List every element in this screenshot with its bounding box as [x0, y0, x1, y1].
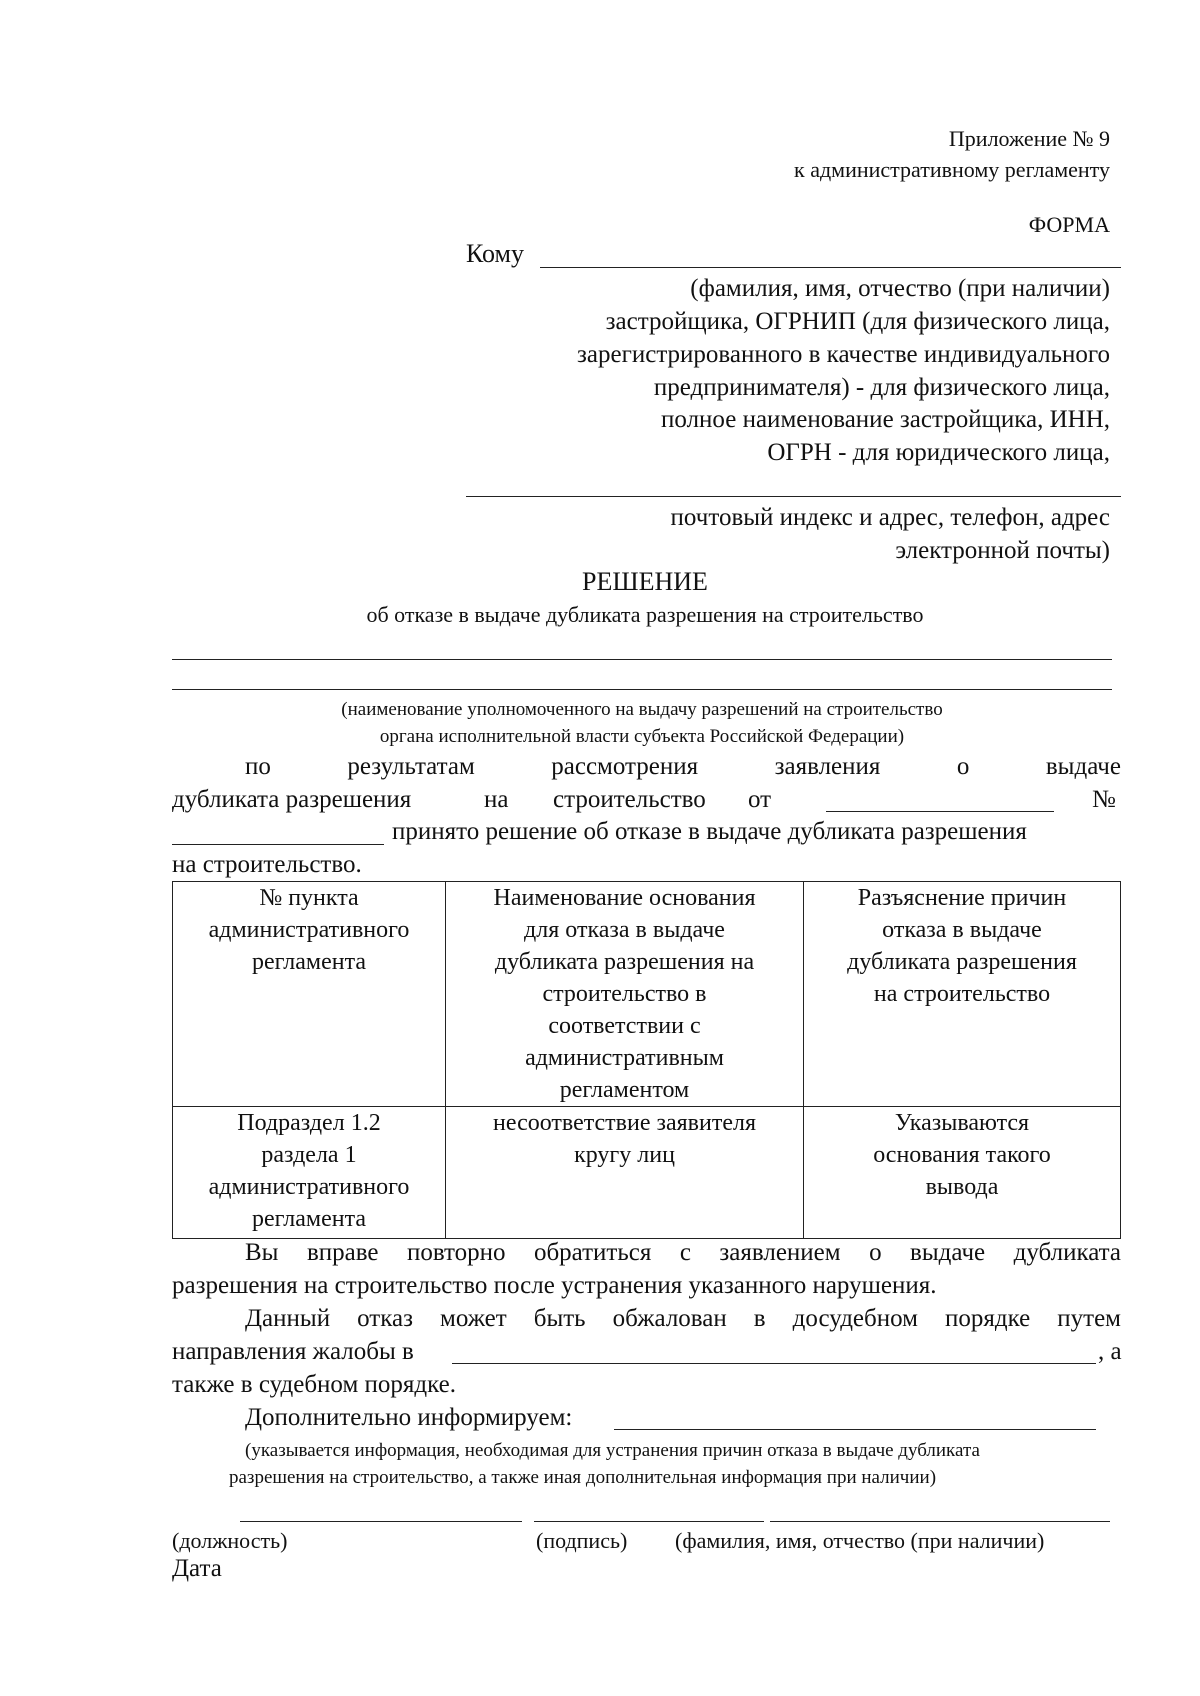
- authority-hint-line: (наименование уполномоченного на выдачу разрешений на строительство: [341, 699, 943, 720]
- recipient-hint-line: зарегистрированного в качестве индивидуального: [577, 341, 1110, 368]
- refusal-reasons-table: [172, 881, 1121, 1239]
- header-cell-item-number: [173, 882, 446, 1107]
- paragraph-1-line-2c: строительство: [553, 786, 706, 813]
- table-header-row: [173, 882, 1121, 1107]
- regulation-reference: к административному регламенту: [794, 157, 1110, 182]
- appendix-number: Приложение № 9: [948, 126, 1110, 151]
- paragraph-3-line-2-start: направления жалобы в: [172, 1338, 414, 1365]
- date-caption: Дата: [172, 1555, 222, 1582]
- full-name-field-line[interactable]: [770, 1521, 1110, 1522]
- header-cell-reason-name: [446, 882, 804, 1107]
- cell-item-number: [173, 1107, 446, 1239]
- cell-line: соответствии с: [548, 1013, 701, 1039]
- paragraph-3-line-3: также в судебном порядке.: [172, 1371, 456, 1398]
- cell-line: Наименование основания: [493, 885, 756, 911]
- cell-line: раздела 1: [261, 1142, 357, 1168]
- cell-line: строительство в: [542, 981, 707, 1007]
- cell-line: вывода: [925, 1174, 999, 1200]
- paragraph-2-line-1: Вы вправе повторно обратиться с заявлением о выдаче дубликата: [245, 1239, 1121, 1266]
- address-hint-line: электронной почты): [895, 537, 1110, 564]
- cell-line: регламентом: [559, 1077, 690, 1103]
- paragraph-1-line-1: [245, 753, 1121, 781]
- cell-line: отказа в выдаче: [882, 917, 1042, 943]
- cell-line: кругу лиц: [574, 1142, 675, 1168]
- paragraph-1-line-4: на строительство.: [172, 851, 362, 878]
- full-name-caption: (фамилия, имя, отчество (при наличии): [675, 1528, 1045, 1553]
- cell-line: на строительство: [873, 981, 1051, 1007]
- cell-line: регламента: [251, 949, 367, 975]
- position-field-line[interactable]: [240, 1521, 522, 1522]
- paragraph-3-line-2-end: , а: [1098, 1338, 1122, 1365]
- cell-line: несоответствие заявителя: [492, 1110, 756, 1136]
- cell-line: Подраздел 1.2: [237, 1110, 381, 1136]
- cell-line: административным: [525, 1045, 724, 1071]
- address-field-line[interactable]: [466, 496, 1121, 497]
- complaint-body-field-line[interactable]: [452, 1363, 1096, 1364]
- word: рассмотрения: [551, 753, 699, 780]
- word: результатам: [347, 753, 475, 780]
- recipient-hint-line: застройщика, ОГРНИП (для физического лица,: [605, 308, 1110, 335]
- word: по: [245, 753, 271, 780]
- additional-info-field-line[interactable]: [614, 1429, 1096, 1430]
- header-cell-explanation: [804, 882, 1121, 1107]
- cell-line: регламента: [251, 1206, 367, 1232]
- authority-field-line[interactable]: [172, 689, 1112, 690]
- address-hint-line: почтовый индекс и адрес, телефон, адрес: [670, 504, 1110, 531]
- cell-line: Указываются: [894, 1110, 1030, 1136]
- signature-caption: (подпись): [536, 1528, 628, 1553]
- paragraph-1-line-2d: от: [748, 786, 772, 813]
- document-subtitle: об отказе в выдаче дубликата разрешения на строительство: [366, 602, 924, 627]
- paragraph-2-line-2: разрешения на строительство после устранения указанного нарушения.: [172, 1272, 937, 1299]
- cell-line: № пункта: [259, 885, 359, 911]
- cell-line: административного: [208, 917, 410, 943]
- cell-line: дубликата разрешения на: [494, 949, 755, 975]
- recipient-hint-line: предпринимателя) - для физического лица,: [653, 374, 1110, 401]
- cell-line: для отказа в выдаче: [524, 917, 725, 943]
- form-label: ФОРМА: [1028, 212, 1110, 237]
- recipient-hint-line: полное наименование застройщика, ИНН,: [661, 406, 1110, 433]
- word: заявления: [774, 753, 881, 780]
- recipient-field-line[interactable]: [540, 267, 1121, 268]
- date-field-line[interactable]: [826, 811, 1054, 812]
- cell-line: основания такого: [873, 1142, 1051, 1168]
- cell-explanation: [804, 1107, 1121, 1239]
- authority-field-line[interactable]: [172, 659, 1112, 660]
- paragraph-3-line-1: Данный отказ может быть обжалован в досудебном порядке путем: [245, 1305, 1121, 1332]
- recipient-hint-line: ОГРН - для юридического лица,: [767, 439, 1110, 466]
- to-label: Кому: [466, 239, 525, 268]
- additional-info-hint-line: разрешения на строительство, а также иная дополнительная информация при наличии): [229, 1467, 937, 1488]
- document-title: РЕШЕНИЕ: [582, 567, 708, 596]
- number-field-line[interactable]: [172, 844, 384, 845]
- table-row: [173, 1107, 1121, 1239]
- number-sign: №: [1092, 786, 1116, 813]
- word: выдаче: [1045, 753, 1121, 780]
- authority-hint-line: органа исполнительной власти субъекта Российской Федерации): [379, 726, 905, 747]
- cell-line: дубликата разрешения: [847, 949, 1077, 975]
- signature-field-line[interactable]: [534, 1521, 764, 1522]
- cell-line: административного: [208, 1174, 410, 1200]
- recipient-hint-line: (фамилия, имя, отчество (при наличии): [690, 275, 1110, 302]
- cell-reason-name: [446, 1107, 804, 1239]
- paragraph-1-line-3: принято решение об отказе в выдаче дубликата разрешения: [392, 818, 1027, 845]
- word: о: [956, 753, 970, 780]
- cell-line: Разъяснение причин: [857, 885, 1067, 911]
- additional-info-label: Дополнительно информируем:: [245, 1404, 573, 1431]
- additional-info-hint-line: (указывается информация, необходимая для устранения причин отказа в выдаче дубликата: [245, 1440, 980, 1461]
- paragraph-1-line-2b: на: [484, 786, 509, 813]
- position-caption: (должность): [172, 1528, 288, 1553]
- paragraph-1-line-2a: дубликата разрешения: [172, 786, 412, 813]
